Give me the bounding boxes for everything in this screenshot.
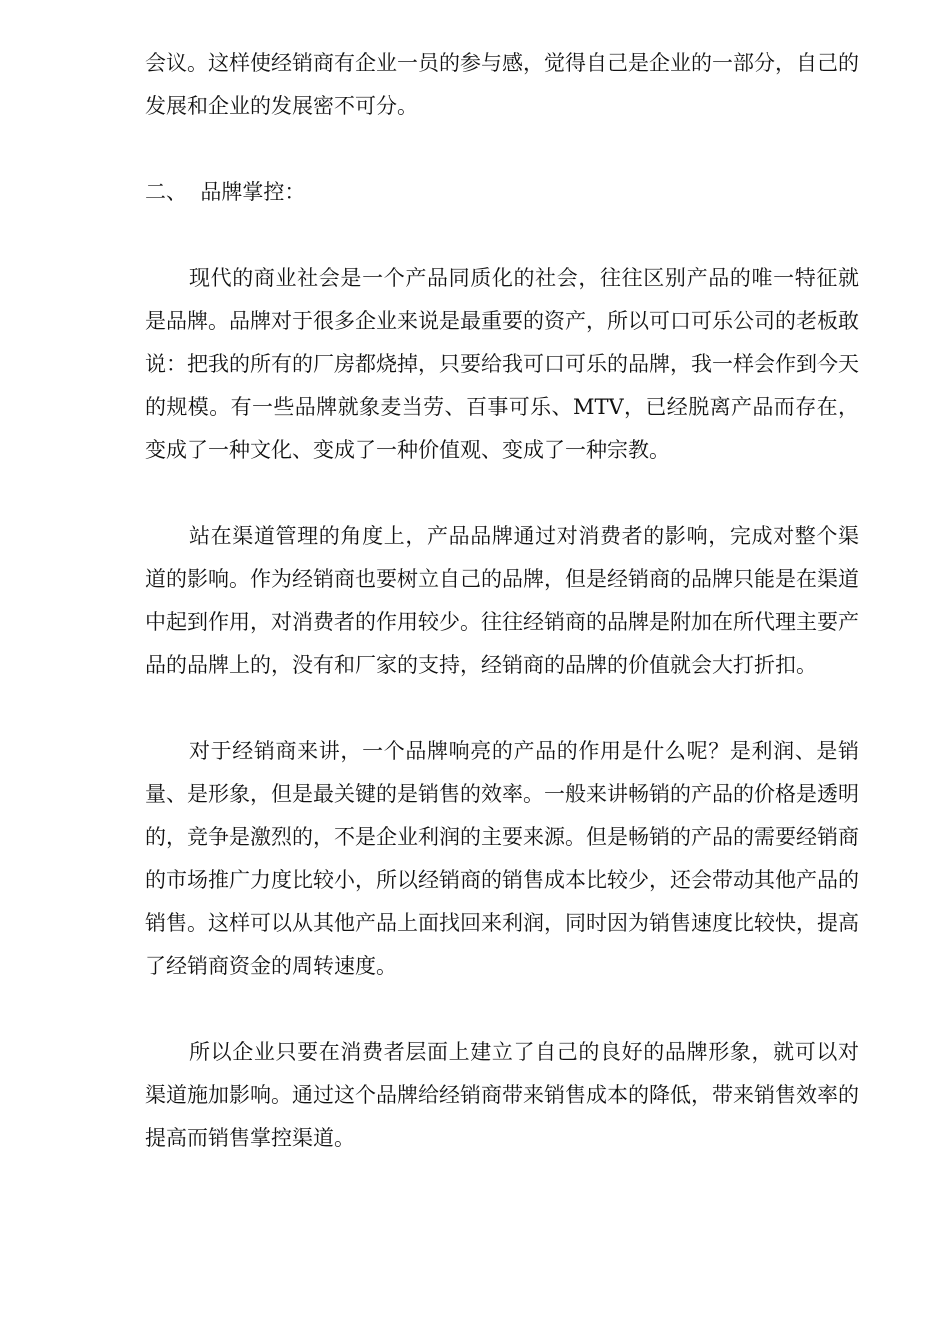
paragraph-gap (145, 687, 859, 730)
paragraph-distributor-benefit: 对于经销商来讲，一个品牌响亮的产品的作用是什么呢？是利润、是销量、是形象，但是最关键的是销售的效率。一般来讲畅销的产品的价格是透明的，竞争是激烈的，不是企业利润的主要来源。但是畅销的产品的需要经销商的市场推广力度比较小，所以经销商的销售成本比较少，还会带动其他产品的销售。这样可以从其他产品上面找回来利润，同时因为销售速度比较快，提高了经销商资金的周转速度。 (145, 739, 859, 978)
paragraph-gap (145, 128, 859, 171)
paragraph-conclusion: 所以企业只要在消费者层面上建立了自己的良好的品牌形象，就可以对渠道施加影响。通过这个品牌给经销商带来销售成本的降低，带来销售效率的提高而销售掌控渠道。 (145, 1040, 859, 1150)
paragraph-brand-importance: 现代的商业社会是一个产品同质化的社会，往往区别产品的唯一特征就是品牌。品牌对于很多企业来说是最重要的资产，所以可口可乐公司的老板敢说：把我的所有的厂房都烧掉，只要给我可口可乐的品牌，我一样会作到今天的规模。有一些品牌就象麦当劳、百事可乐、MTV，已经脱离产品而存在，变成了一种文化、变成了一种价值观、变成了一种宗教。 (145, 266, 859, 462)
paragraph-gap (145, 472, 859, 515)
paragraph-channel-management: 站在渠道管理的角度上，产品品牌通过对消费者的影响，完成对整个渠道的影响。作为经销商也要树立自己的品牌，但是经销商的品牌只能是在渠道中起到作用，对消费者的作用较少。往往经销商的品牌是附加在所代理主要产品的品牌上的，没有和厂家的支持，经销商的品牌的价值就会大打折扣。 (145, 524, 859, 677)
document-page (145, 42, 859, 1160)
paragraph-continuation: 会议。这样使经销商有企业一员的参与感，觉得自己是企业的一部分，自己的发展和企业的发展密不可分。 (145, 51, 859, 118)
paragraph-gap (145, 988, 859, 1031)
paragraph-gap (145, 214, 859, 257)
section-heading: 二、 品牌掌控： (145, 180, 306, 204)
